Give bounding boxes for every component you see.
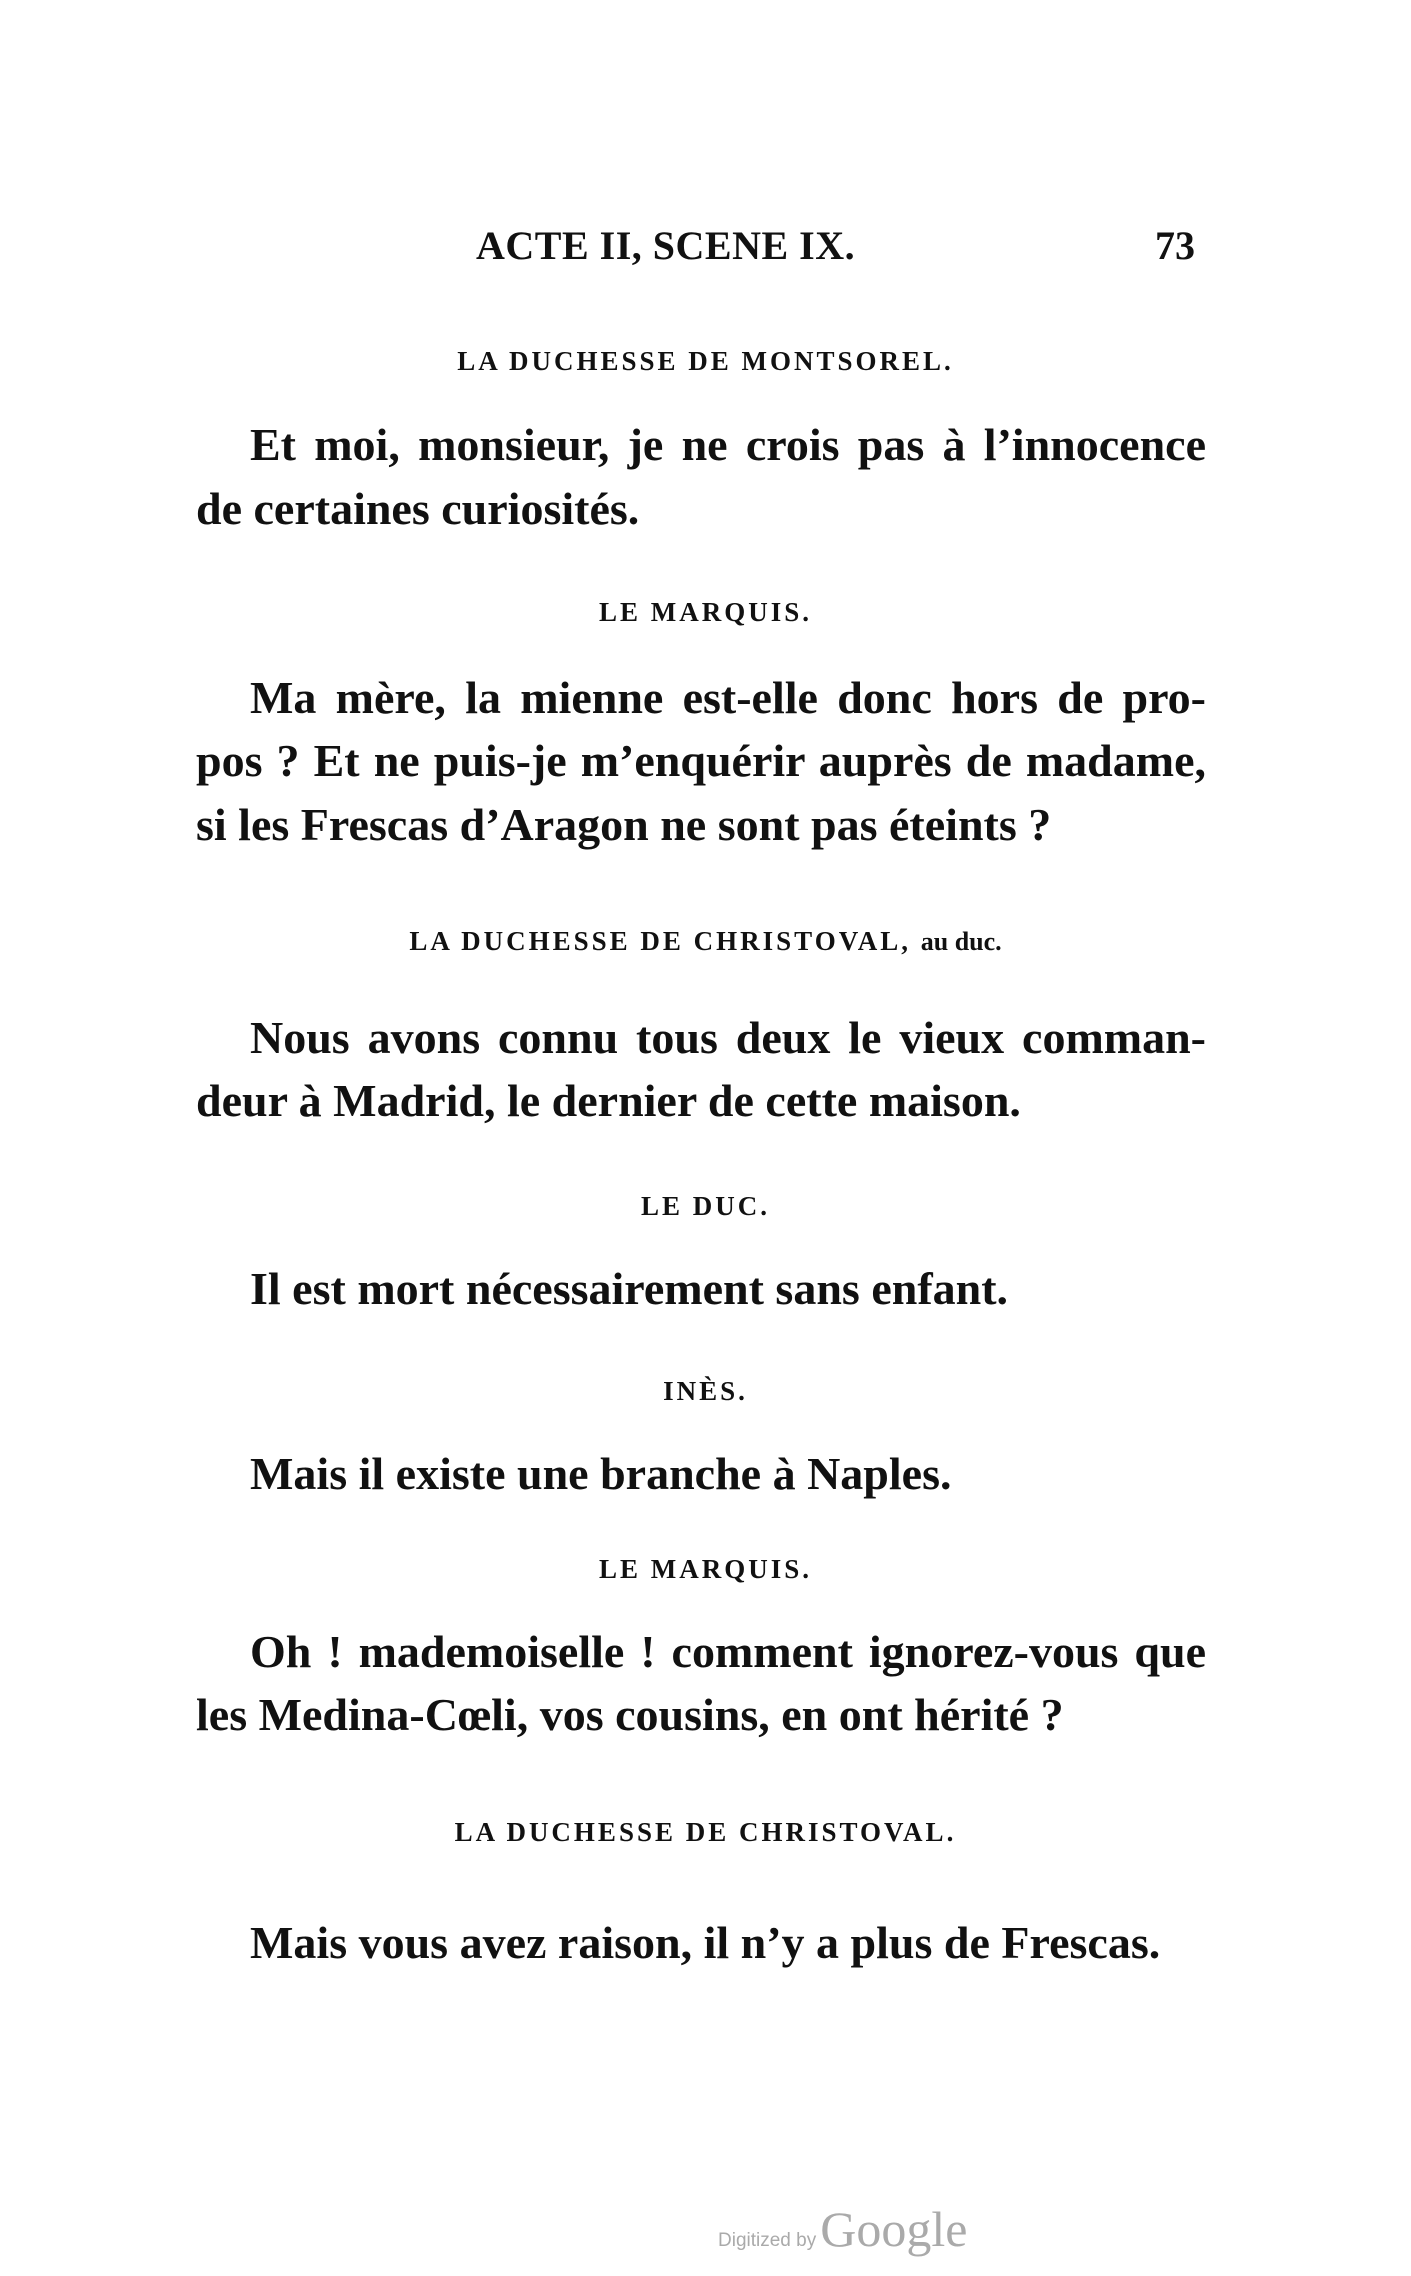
speaker-heading [0,926,1411,957]
dialogue-line: pos ? Et ne puis-je m’enquérir auprès de madame, [196,735,1206,786]
dialogue-line: Ma mère, la mienne est-elle donc hors de pro- [250,672,1206,723]
speaker-name: LE MARQUIS. [598,1554,813,1584]
stage-direction: au duc. [920,927,1002,956]
dialogue-line: Mais vous avez raison, il n’y a plus de Frescas. [250,1917,1161,1968]
dialogue-line: deur à Madrid, le dernier de cette maison. [196,1075,1021,1126]
dialogue-line: Nous avons connu tous deux le vieux comman- [250,1012,1206,1063]
speaker-name: LE MARQUIS. [598,597,813,627]
google-watermark [718,2200,967,2258]
watermark-prefix: Digitized by [718,2230,817,2251]
dialogue-line: Il est mort nécessairement sans enfant. [250,1263,1009,1314]
page-number: 73 [1155,223,1195,268]
watermark-brand: Google [820,2201,968,2257]
dialogue-line: Et moi, monsieur, je ne crois pas à l’innocence [250,419,1206,470]
dialogue-line: Oh ! mademoiselle ! comment ignorez-vous que [250,1626,1206,1677]
speaker-name: LA DUCHESSE DE MONTSOREL. [457,346,954,376]
speaker-name: LA DUCHESSE DE CHRISTOVAL. [454,1817,957,1847]
dialogue-line: si les Frescas d’Aragon ne sont pas éteints ? [196,799,1052,850]
dialogue-line: Mais il existe une branche à Naples. [250,1448,952,1499]
dialogue-line: de certaines curiosités. [196,483,640,534]
running-title: ACTE II, SCENE IX. [476,223,856,268]
speaker-name: LE DUC. [640,1191,770,1221]
speaker-name: INÈS. [663,1376,748,1406]
speaker-name: LA DUCHESSE DE CHRISTOVAL, [409,926,911,956]
dialogue-line: les Medina-Cœli, vos cousins, en ont hérité ? [196,1689,1064,1740]
